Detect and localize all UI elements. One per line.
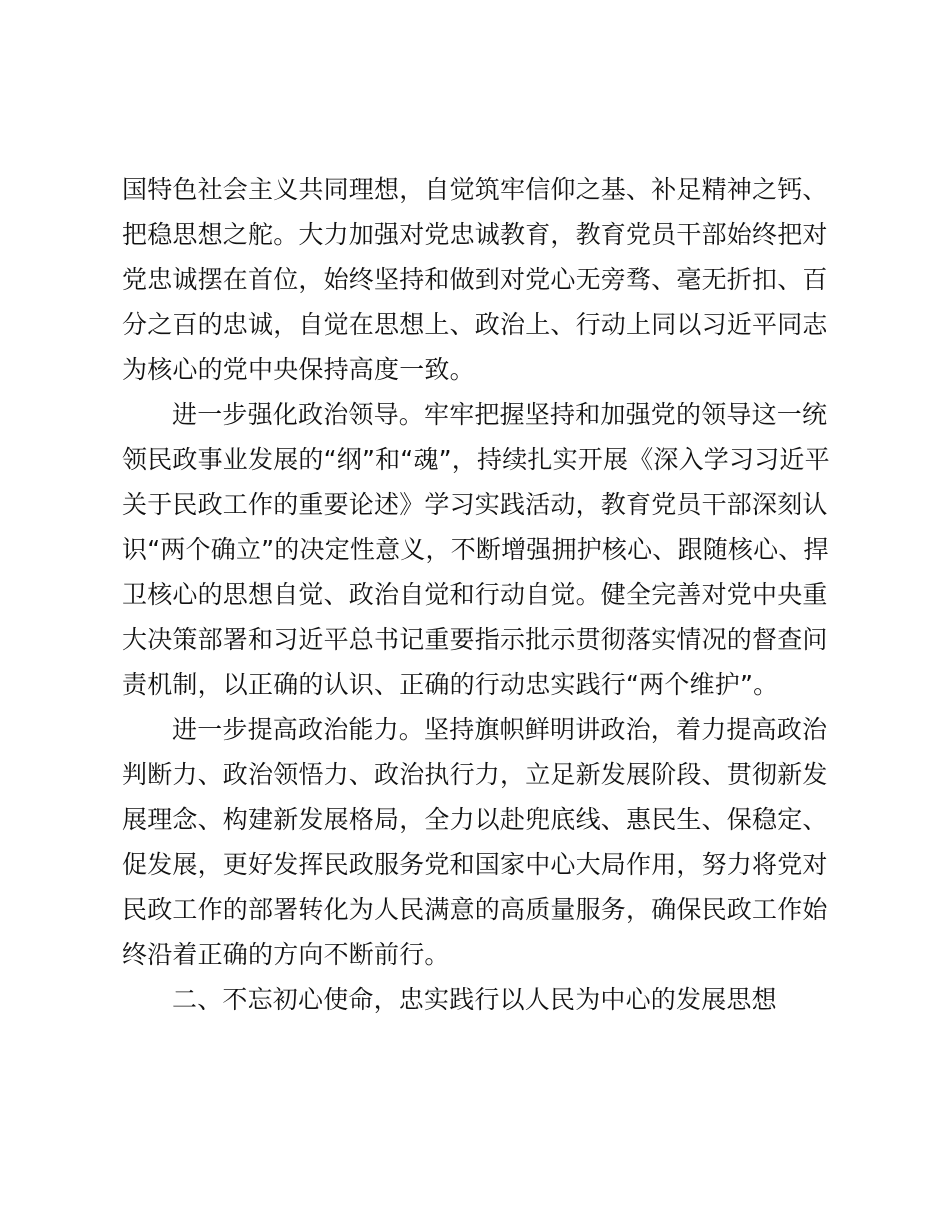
- text-line: 国特色社会主义共同理想，自觉筑牢信仰之基、补足精神之钙、: [122, 175, 828, 204]
- text-line: 卫核心的思想自觉、政治自觉和行动自觉。健全完善对党中央重: [122, 580, 828, 609]
- section-heading: 二、不忘初心使命，忠实践行以人民为中心的发展思想: [172, 985, 777, 1014]
- text-line: 终沿着正确的方向不断前行。: [122, 940, 450, 969]
- text-line: 党忠诚摆在首位，始终坚持和做到对党心无旁骛、毫无折扣、百: [122, 265, 828, 294]
- text-line: 促发展，更好发挥民政服务党和国家中心大局作用，努力将党对: [122, 850, 828, 879]
- text-line: 大决策部署和习近平总书记重要指示批示贯彻落实情况的督查问: [122, 625, 828, 654]
- document-body: [122, 167, 828, 1022]
- paragraph-start-line: 进一步强化政治领导。牢牢把握坚持和加强党的领导这一统: [172, 400, 828, 429]
- text-line: 识“两个确立”的决定性意义，不断增强拥护核心、跟随核心、捍: [122, 535, 829, 564]
- text-line: 判断力、政治领悟力、政治执行力，立足新发展阶段、贯彻新发: [122, 760, 828, 789]
- text-line: 责机制，以正确的认识、正确的行动忠实践行“两个维护”。: [122, 670, 779, 699]
- text-line: 分之百的忠诚，自觉在思想上、政治上、行动上同以习近平同志: [122, 310, 828, 339]
- text-line: 领民政事业发展的“纲”和“魂”，持续扎实开展《深入学习习近平: [122, 445, 830, 474]
- text-line: 关于民政工作的重要论述》学习实践活动，教育党员干部深刻认: [122, 490, 828, 519]
- paragraph-start-line: 进一步提高政治能力。坚持旗帜鲜明讲政治，着力提高政治: [172, 715, 828, 744]
- text-line: 为核心的党中央保持高度一致。: [122, 355, 475, 384]
- text-line: 民政工作的部署转化为人民满意的高质量服务，确保民政工作始: [122, 895, 828, 924]
- text-line: 展理念、构建新发展格局，全力以赴兜底线、惠民生、保稳定、: [122, 805, 828, 834]
- text-line: 把稳思想之舵。大力加强对党忠诚教育，教育党员干部始终把对: [122, 220, 828, 249]
